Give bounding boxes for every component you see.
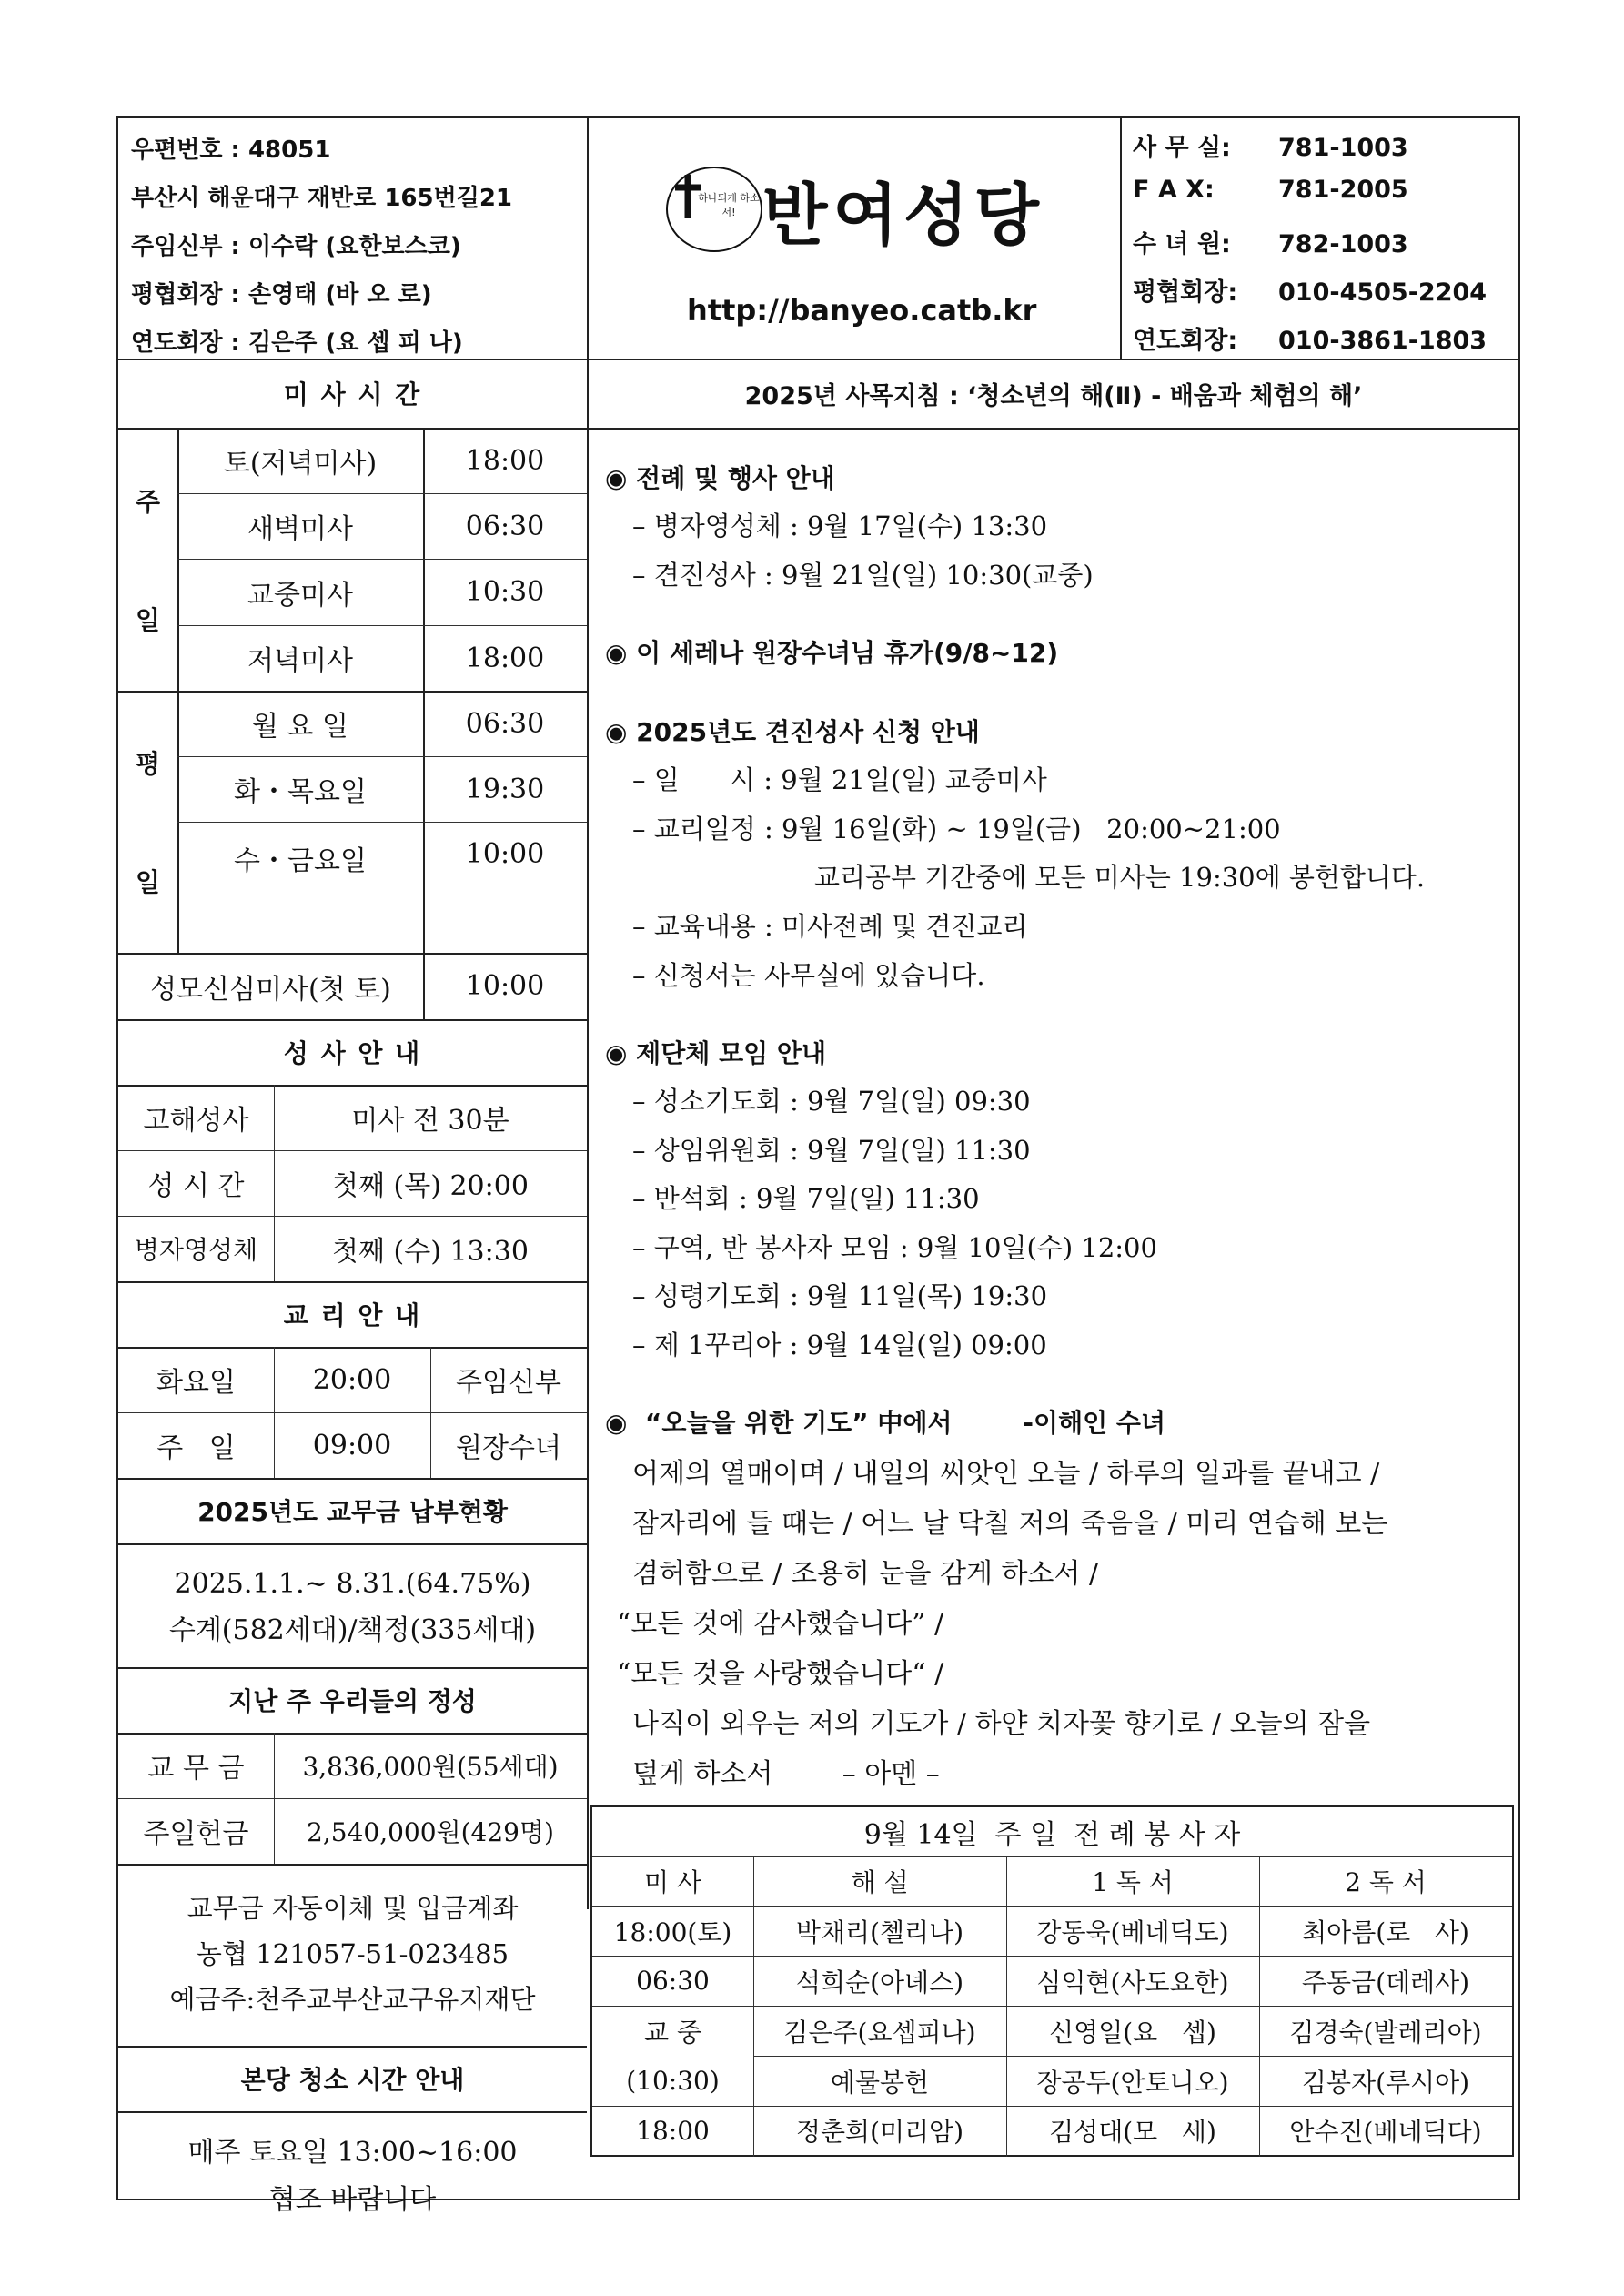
- catechism-day: 화요일: [156, 1367, 236, 1399]
- catechism-title: 교 리 안 내: [283, 1300, 422, 1330]
- weekday-label: 평 일: [135, 749, 161, 897]
- duty-cell: 주동금(데레사): [1301, 1967, 1470, 1998]
- sacrament-value: 첫째 (수) 13:30: [332, 1236, 529, 1268]
- duty-header: 미 사: [644, 1867, 701, 1897]
- sacrament-name: 병자영성체: [134, 1235, 258, 1265]
- cleaning-title: 본당 청소 시간 안내: [240, 2065, 465, 2095]
- duty-cell: 최아름(로 사): [1302, 1917, 1469, 1947]
- offering-value: 3,836,000원(55세대): [302, 1752, 559, 1782]
- account-holder: 예금주:천주교부산교구유지재단: [169, 1983, 536, 2015]
- dues-period: 2025.1.1.~ 8.31.(64.75%): [174, 1567, 531, 1600]
- parish-logo: [655, 155, 773, 264]
- notice-item: – 성소기도회 : 9월 7일(일) 09:30: [632, 1086, 1031, 1117]
- duty-mass: 교 중: [644, 2017, 701, 2048]
- contact-convent: 수 녀 원: 782-1003: [1133, 230, 1408, 258]
- confirmation-notice-title: ◉ 2025년도 견진성사 신청 안내: [605, 717, 980, 747]
- duty-cell: 예물봉헌: [830, 2067, 930, 2098]
- notice-item: – 제 1꾸리아 : 9월 14일(일) 09:00: [632, 1330, 1047, 1360]
- notice-item: – 교리일정 : 9월 16일(화) ~ 19일(금) 20:00~21:00: [632, 814, 1281, 845]
- prayer-line: 잠자리에 들 때는 / 어느 날 닥칠 저의 죽음을 / 미리 연습해 보는: [632, 1508, 1388, 1540]
- offering-title: 지난 주 우리들의 정성: [228, 1686, 477, 1716]
- sacraments-title: 성 사 안 내: [283, 1038, 422, 1068]
- notice-item: – 견진성사 : 9월 21일(일) 10:30(교중): [632, 560, 1094, 591]
- notice-item: – 성령기도회 : 9월 11일(목) 19:30: [632, 1280, 1048, 1311]
- sodality-president: 연도회장 : 김은주 (요 셉 피 나): [131, 329, 463, 357]
- notice-item: 교리공부 기간중에 모든 미사는 19:30에 봉헌합니다.: [814, 862, 1426, 893]
- mass-times-title: 미 사 시 간: [283, 379, 422, 410]
- mass-name: 월 요 일: [251, 711, 348, 743]
- duty-mass: 06:30: [636, 1966, 710, 1996]
- duty-cell: 석희순(아녜스): [795, 1967, 964, 1998]
- contact-office: 사 무 실: 781-1003: [1133, 134, 1408, 162]
- mass-name: 수・금요일: [234, 845, 367, 877]
- prayer-line: 나직이 외우는 저의 기도가 / 하얀 치자꽃 향기로 / 오늘의 잠을: [632, 1708, 1371, 1740]
- postal-code: 우편번호 : 48051: [131, 137, 331, 164]
- duty-cell: 심익현(사도요한): [1036, 1967, 1229, 1998]
- mass-name: 토(저녁미사): [223, 448, 378, 480]
- first-saturday-mass: 성모신심미사(첫 토): [150, 973, 391, 1006]
- sacrament-name: 고해성사: [143, 1105, 249, 1137]
- groups-notice-title: ◉ 제단체 모임 안내: [605, 1038, 827, 1068]
- duty-cell: 정춘희(미리암): [795, 2117, 964, 2147]
- duty-cell: 박채리(첼리나): [795, 1917, 964, 1947]
- offering-value: 2,540,000원(429명): [307, 1817, 554, 1847]
- prayer-line: “모든 것에 감사했습니다” /: [617, 1608, 944, 1640]
- duty-table-title: 9월 14일 주 일 전 례 봉 사 자: [863, 1819, 1241, 1851]
- duty-mass: 18:00: [636, 2115, 710, 2146]
- liturgy-notice-title: ◉ 전례 및 행사 안내: [605, 463, 835, 493]
- mass-time: 10:00: [465, 838, 545, 870]
- dues-title: 2025년도 교무금 납부현황: [197, 1497, 508, 1527]
- address: 부산시 해운대구 재반로 165번길21: [131, 185, 513, 212]
- dues-households: 수계(582세대)/책정(335세대): [168, 1614, 537, 1646]
- duty-header: 2 독 서: [1345, 1867, 1427, 1897]
- mass-time: 18:00: [465, 444, 545, 477]
- account-title: 교무금 자동이체 및 입금계좌: [187, 1892, 519, 1924]
- mass-time: 19:30: [465, 773, 545, 805]
- catechism-day: 주 일: [156, 1432, 236, 1464]
- contact-fax: F A X: 781-2005: [1133, 176, 1408, 204]
- cleaning-time: 매주 토요일 13:00~16:00: [187, 2137, 518, 2169]
- mass-time: 10:30: [465, 576, 545, 608]
- duty-cell: 신영일(요 셉): [1049, 2017, 1216, 2048]
- offering-name: 주일헌금: [143, 1818, 249, 1850]
- sacrament-value: 미사 전 30분: [351, 1105, 509, 1137]
- notice-item: – 반석회 : 9월 7일(일) 11:30: [632, 1183, 980, 1214]
- notice-item: – 상임위원회 : 9월 7일(일) 11:30: [632, 1135, 1031, 1166]
- duty-cell: 김봉자(루시아): [1301, 2067, 1470, 2098]
- offering-name: 교 무 금: [147, 1753, 245, 1785]
- duty-header: 해 설: [851, 1867, 909, 1897]
- duty-cell: 김성대(모 세): [1049, 2117, 1216, 2147]
- notice-item: – 구역, 반 봉사자 모임 : 9월 10일(수) 12:00: [632, 1232, 1157, 1263]
- website-link[interactable]: http://banyeo.catb.kr: [687, 293, 1037, 328]
- mass-name: 저녁미사: [247, 645, 353, 677]
- liturgy-duty-table: [590, 1805, 1514, 2157]
- prayer-title: ◉ “오늘을 위한 기도” 中에서 -이해인 수녀: [605, 1408, 1166, 1438]
- contact-sodality: 연도회장: 010-3861-1803: [1133, 327, 1488, 355]
- notice-item: – 신청서는 사무실에 있습니다.: [632, 960, 985, 991]
- sunday-label: 주 일: [135, 486, 161, 635]
- catechism-teacher: 원장수녀: [456, 1432, 561, 1464]
- council-president: 평협회장 : 손영태 (바 오 로): [131, 281, 432, 308]
- pastor: 주임신부 : 이수락 (요한보스코): [131, 233, 461, 260]
- cleaning-note: 협조 바랍니다: [268, 2184, 437, 2216]
- sacrament-name: 성 시 간: [147, 1170, 245, 1202]
- vacation-notice: ◉ 이 세레나 원장수녀님 휴가(9/8~12): [605, 638, 1059, 668]
- duty-cell: 안수진(베네딕다): [1289, 2117, 1482, 2147]
- first-saturday-time: 10:00: [465, 970, 545, 1002]
- mass-name: 화・목요일: [234, 776, 367, 808]
- duty-mass: (10:30): [626, 2066, 720, 2096]
- prayer-line: 어제의 열매이며 / 내일의 씨앗인 오늘 / 하루의 일과를 끝내고 /: [632, 1458, 1380, 1490]
- mass-time: 06:30: [465, 510, 545, 542]
- parish-name: 반여성당: [762, 177, 1044, 255]
- catechism-time: 09:00: [312, 1429, 392, 1462]
- contact-council: 평협회장: 010-4505-2204: [1133, 278, 1488, 307]
- duty-cell: 김경숙(발레리아): [1289, 2017, 1482, 2048]
- sacrament-value: 첫째 (목) 20:00: [332, 1170, 529, 1202]
- prayer-line: 덮게 하소서 – 아멘 –: [632, 1758, 940, 1790]
- notice-item: – 병자영성체 : 9월 17일(수) 13:30: [632, 511, 1048, 541]
- duty-cell: 장공두(안토니오): [1036, 2067, 1229, 2098]
- duty-cell: 강동욱(베네딕도): [1036, 1917, 1229, 1947]
- mass-name: 새벽미사: [247, 513, 353, 545]
- catechism-teacher: 주임신부: [456, 1367, 561, 1399]
- contact-list: [1120, 118, 1520, 359]
- account-number: 농협 121057-51-023485: [196, 1937, 509, 1969]
- logo-text: 하나되게 하소서!: [698, 192, 760, 218]
- pastoral-motto: 2025년 사목지침 : ‘청소년의 해(Ⅱ) - 배움과 체험의 해’: [744, 381, 1363, 410]
- prayer-line: “모든 것을 사랑했습니다“ /: [617, 1658, 944, 1690]
- mass-time: 18:00: [465, 642, 545, 674]
- catechism-time: 20:00: [312, 1363, 392, 1396]
- notice-item: – 일 시 : 9월 21일(일) 교중미사: [632, 764, 1047, 795]
- mass-time: 06:30: [465, 707, 545, 740]
- mass-name: 교중미사: [247, 579, 353, 612]
- notice-item: – 교육내용 : 미사전례 및 견진교리: [632, 911, 1028, 942]
- duty-mass: 18:00(토): [613, 1917, 732, 1947]
- duty-cell: 김은주(요셉피나): [783, 2017, 976, 2048]
- duty-header: 1 독 서: [1092, 1867, 1174, 1897]
- prayer-line: 겸허함으로 / 조용히 눈을 감게 하소서 /: [632, 1558, 1099, 1590]
